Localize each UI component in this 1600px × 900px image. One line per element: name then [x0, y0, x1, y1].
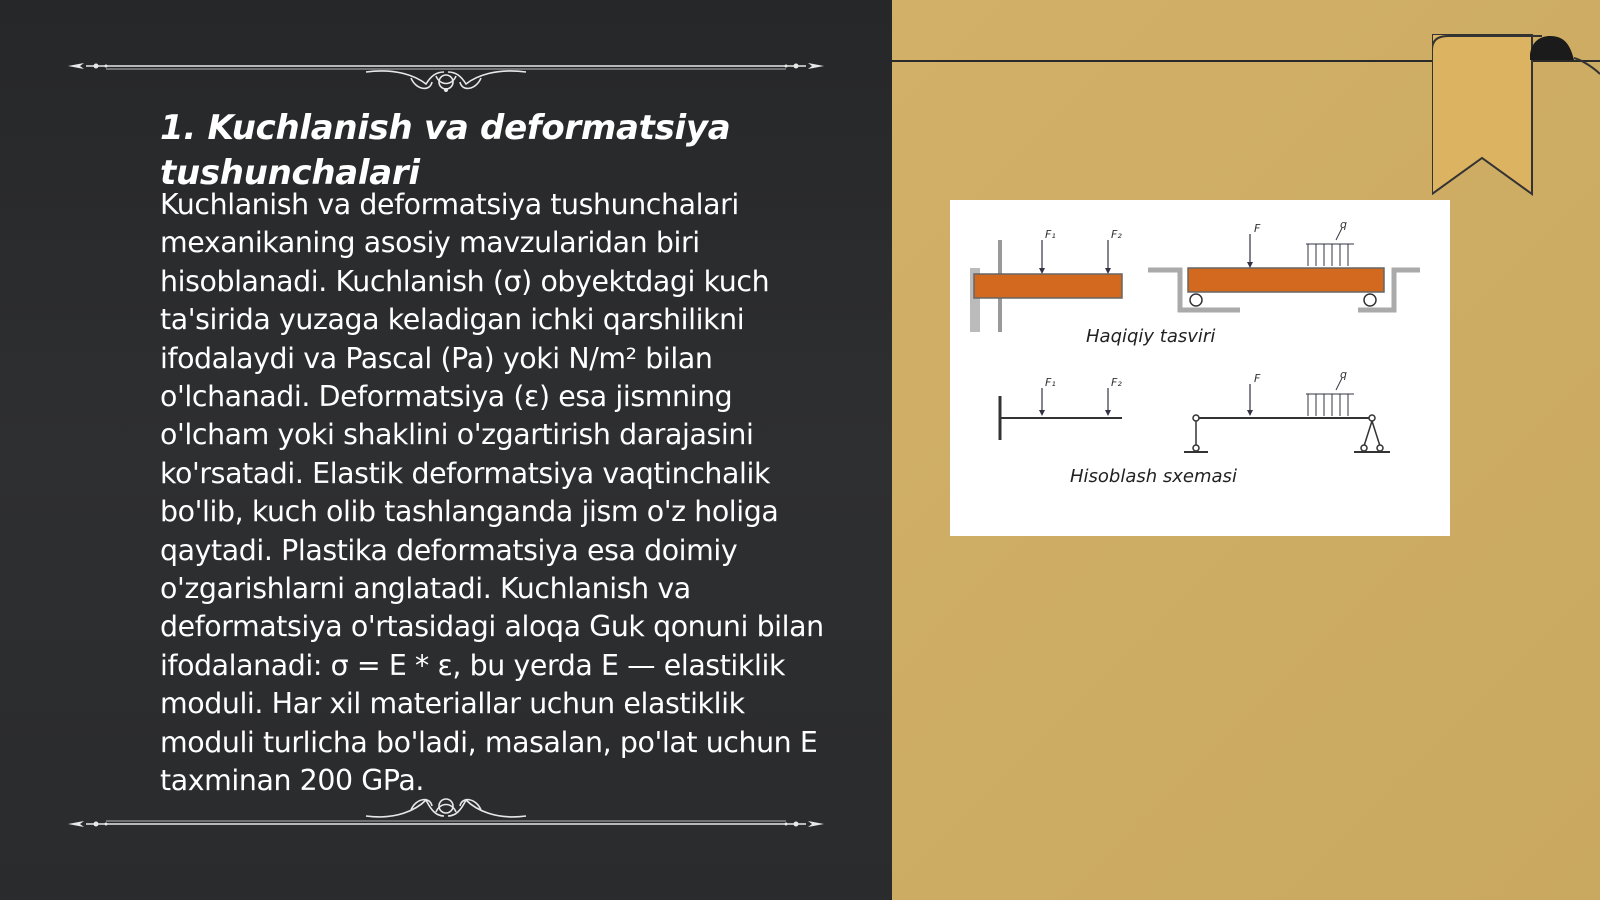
slide-body-text: Kuchlanish va deformatsiya tushunchalari mexanikaning asosiy mavzularidan biri hisoblanadi. Kuchlanish (σ) obyektdagi kuch ta'sirida yuzaga keladigan ichki qarshilikni ifodalaydi va Pascal (Pa) yoki N/m² bilan o'lchanadi. Deformatsiya (ε) esa jismning o'lcham yoki shaklini o'zgartirish darajasini ko'rsatadi. Elastik deformatsiya vaqtinchalik bo'lib, kuch olib tashlanganda jism o'z holiga qaytadi. Plastika deformatsiya esa doimiy o'zgarishlarni anglatadi. Kuchlanish va deformatsiya o'rtasidagi aloqa Guk qonuni bilan ifodalanadi: σ = E * ε, bu yerda E — elastiklik moduli. Har xil materiallar uchun elastiklik moduli turlicha bo'ladi, masalan, po'lat uchun E taxminan 200 GPa. [160, 188, 824, 798]
force-label: F [1254, 222, 1261, 235]
beam-diagram-figure [950, 200, 1450, 536]
slide-title: 1. Kuchlanish va deformatsiya tushunchalari [160, 108, 731, 193]
force-label: q [1340, 218, 1347, 231]
force-label: q [1340, 368, 1347, 381]
caption-calculation-scheme: Hisoblash sxemasi [1070, 466, 1237, 487]
force-label: F₁ [1045, 376, 1056, 389]
force-label: F₁ [1045, 228, 1056, 241]
simply-supported-scheme-drawing [1184, 368, 1390, 452]
cantilever-scheme-drawing [1000, 376, 1122, 440]
force-label: F₂ [1111, 228, 1122, 241]
force-label: F [1254, 372, 1261, 385]
force-label: F₂ [1111, 376, 1122, 389]
bottom-ornament-divider [66, 780, 826, 830]
caption-real-view: Haqiqiy tasviri [1086, 326, 1216, 347]
top-ornament-divider [66, 42, 826, 92]
cantilever-real-drawing [970, 228, 1122, 332]
bookmark-ribbon-icon [1432, 34, 1600, 204]
simply-supported-real-drawing [1148, 218, 1420, 310]
